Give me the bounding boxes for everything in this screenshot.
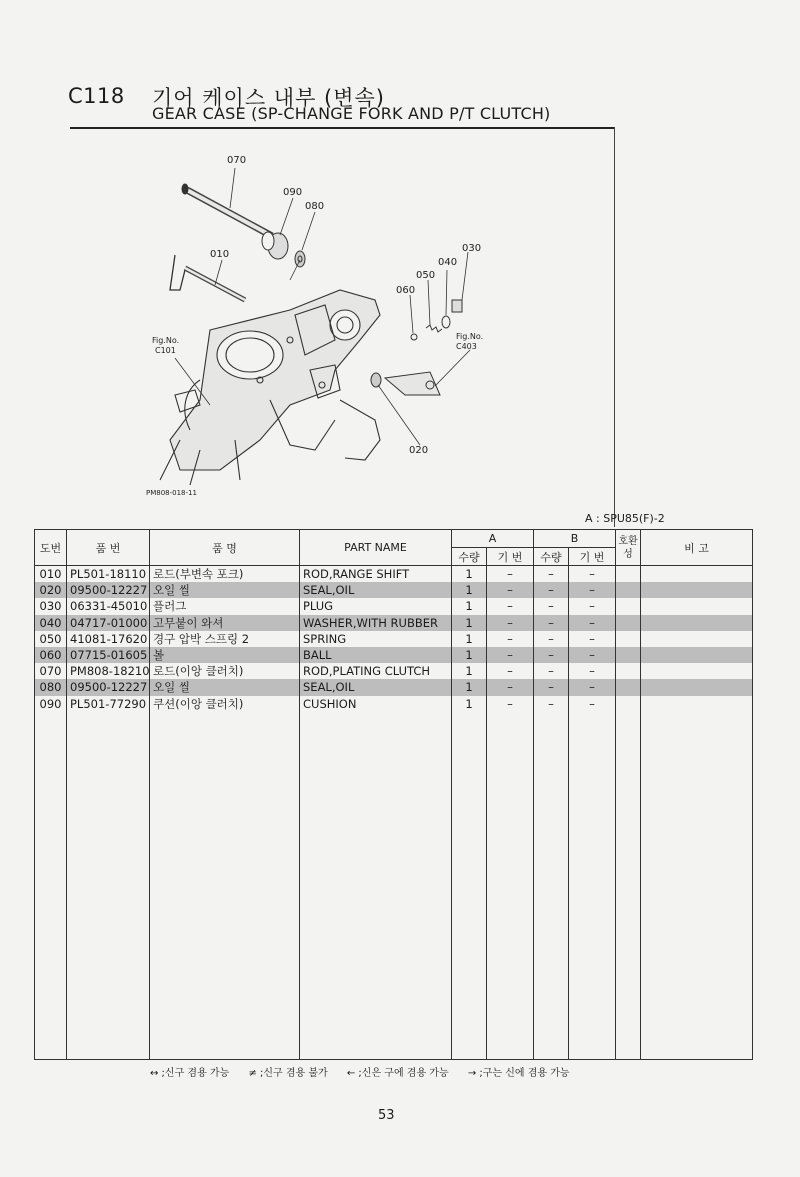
ref-c403-label: Fig.No. (456, 332, 484, 341)
page-title-korean: 기어 케이스 내부 (변속) (152, 86, 385, 110)
parts-table (34, 529, 753, 1060)
qty-a-cell: 1 (452, 696, 487, 712)
part-name-cell: ROD,PLATING CLUTCH (300, 663, 452, 679)
header-name-korean: 품 명 (150, 530, 300, 566)
ref-no-cell: 080 (35, 679, 67, 695)
base-a-cell: – (487, 566, 534, 583)
interchange-cell (616, 566, 641, 583)
qty-b-cell: – (534, 631, 569, 647)
header-qty-b: 수량 (534, 548, 569, 566)
name-korean-cell: 볼 (150, 647, 300, 663)
callout-080: 080 (305, 201, 325, 212)
header-base-b: 기 번 (569, 548, 616, 566)
gear-case-drawing (160, 290, 380, 485)
callout-030: 030 (462, 243, 482, 254)
base-b-cell: – (569, 582, 616, 598)
table-row (35, 663, 753, 679)
qty-b-cell: – (534, 615, 569, 631)
header-interchangeability: 호환성 (616, 530, 641, 566)
remarks-cell (641, 647, 753, 663)
ref-no-cell: 030 (35, 598, 67, 614)
part-name-cell: SEAL,OIL (300, 679, 452, 695)
ref-no-cell: 010 (35, 566, 67, 583)
legend-item: ↔ ;신구 겸용 가능 (150, 1068, 230, 1079)
base-b-cell: – (569, 696, 616, 712)
section-code: C118 (68, 84, 125, 108)
header-part-name: PART NAME (300, 530, 452, 566)
base-b-cell: – (569, 679, 616, 695)
base-a-cell: – (487, 663, 534, 679)
ref-no-cell: 070 (35, 663, 67, 679)
base-b-cell: – (569, 647, 616, 663)
interchange-cell (616, 696, 641, 712)
ref-no-cell: 020 (35, 582, 67, 598)
qty-b-cell: – (534, 566, 569, 583)
part-no-cell: PL501-18110 (67, 566, 150, 583)
part-name-cell: SPRING (300, 631, 452, 647)
name-korean-cell: 오일 씰 (150, 582, 300, 598)
interchange-cell (616, 679, 641, 695)
part-no-cell: 07715-01605 (67, 647, 150, 663)
header-remarks: 비 고 (641, 530, 753, 566)
rod-range-shift-drawing (170, 255, 245, 300)
header-ref-no: 도번 (35, 530, 67, 566)
part-name-cell: BALL (300, 647, 452, 663)
detent-parts-drawing (411, 300, 462, 340)
base-a-cell: – (487, 679, 534, 695)
table-row (35, 696, 753, 712)
remarks-cell (641, 631, 753, 647)
base-a-cell: – (487, 647, 534, 663)
callout-040: 040 (438, 257, 458, 268)
name-korean-cell: 오일 씰 (150, 679, 300, 695)
title-underline (70, 127, 615, 129)
callout-020: 020 (409, 445, 429, 456)
interchange-cell (616, 647, 641, 663)
parts-table-body (35, 566, 753, 1060)
header-part-no: 품 번 (67, 530, 150, 566)
base-b-cell: – (569, 631, 616, 647)
part-no-cell: 41081-17620 (67, 631, 150, 647)
base-b-cell: – (569, 566, 616, 583)
table-row (35, 679, 753, 695)
qty-a-cell: 1 (452, 647, 487, 663)
callout-060: 060 (396, 285, 416, 296)
ref-c101-label: Fig.No. (152, 336, 180, 345)
remarks-cell (641, 663, 753, 679)
qty-a-cell: 1 (452, 598, 487, 614)
seal-lever-drawing (371, 372, 440, 395)
qty-b-cell: – (534, 598, 569, 614)
header-group-a: A (452, 530, 534, 548)
exploded-parts-diagram (140, 140, 500, 510)
ref-no-cell: 050 (35, 631, 67, 647)
base-a-cell: – (487, 631, 534, 647)
remarks-cell (641, 598, 753, 614)
base-a-cell: – (487, 598, 534, 614)
remarks-cell (641, 582, 753, 598)
empty-rows-area (35, 712, 753, 1060)
legend-item: ← ;신은 구에 겸용 가능 (346, 1068, 449, 1079)
interchange-cell (616, 598, 641, 614)
callout-050: 050 (416, 270, 436, 281)
ref-c403-code: C403 (456, 342, 477, 351)
remarks-cell (641, 615, 753, 631)
header-base-a: 기 번 (487, 548, 534, 566)
callout-090: 090 (283, 187, 303, 198)
qty-b-cell: – (534, 679, 569, 695)
name-korean-cell: 로드(이앙 클러치) (150, 663, 300, 679)
ref-no-cell: 060 (35, 647, 67, 663)
page-divider (614, 127, 615, 527)
base-b-cell: – (569, 598, 616, 614)
name-korean-cell: 고무붙이 와셔 (150, 615, 300, 631)
part-no-cell: 09500-12227 (67, 582, 150, 598)
model-applicability-note: A : SPU85(F)-2 (585, 512, 665, 525)
header-group-b: B (534, 530, 616, 548)
part-no-cell: PL501-77290 (67, 696, 150, 712)
part-name-cell: CUSHION (300, 696, 452, 712)
drawing-number: PM808-018-11 (146, 489, 197, 497)
legend-item: → ;구는 신에 겸용 가능 (467, 1068, 570, 1079)
qty-b-cell: – (534, 696, 569, 712)
name-korean-cell: 플러그 (150, 598, 300, 614)
qty-a-cell: 1 (452, 566, 487, 583)
qty-a-cell: 1 (452, 582, 487, 598)
base-a-cell: – (487, 582, 534, 598)
page-number: 53 (378, 1108, 395, 1123)
interchange-cell (616, 663, 641, 679)
part-no-cell: PM808-18210 (67, 663, 150, 679)
cushion-seal-drawing (262, 232, 305, 267)
table-row (35, 582, 753, 598)
base-b-cell: – (569, 663, 616, 679)
qty-a-cell: 1 (452, 663, 487, 679)
page-title-english: GEAR CASE (SP-CHANGE FORK AND P/T CLUTCH) (152, 104, 551, 123)
table-row (35, 598, 753, 614)
qty-a-cell: 1 (452, 679, 487, 695)
part-no-cell: 06331-45010 (67, 598, 150, 614)
part-name-cell: PLUG (300, 598, 452, 614)
header-qty-a: 수량 (452, 548, 487, 566)
part-name-cell: SEAL,OIL (300, 582, 452, 598)
name-korean-cell: 경구 압박 스프링 2 (150, 631, 300, 647)
part-name-cell: WASHER,WITH RUBBER (300, 615, 452, 631)
callout-070: 070 (227, 155, 247, 166)
remarks-cell (641, 566, 753, 583)
interchange-cell (616, 582, 641, 598)
table-row (35, 615, 753, 631)
table-row (35, 647, 753, 663)
qty-b-cell: – (534, 647, 569, 663)
ref-no-cell: 090 (35, 696, 67, 712)
table-row (35, 566, 753, 583)
table-row (35, 631, 753, 647)
compatibility-legend (150, 1064, 670, 1079)
base-a-cell: – (487, 696, 534, 712)
callout-010: 010 (210, 249, 230, 260)
base-b-cell: – (569, 615, 616, 631)
ref-c101-code: C101 (155, 346, 176, 355)
part-no-cell: 04717-01000 (67, 615, 150, 631)
qty-a-cell: 1 (452, 631, 487, 647)
name-korean-cell: 쿠션(이앙 클러치) (150, 696, 300, 712)
base-a-cell: – (487, 615, 534, 631)
rod-plating-clutch-drawing (182, 184, 272, 236)
part-name-cell: ROD,RANGE SHIFT (300, 566, 452, 583)
remarks-cell (641, 696, 753, 712)
qty-b-cell: – (534, 582, 569, 598)
interchange-cell (616, 631, 641, 647)
qty-b-cell: – (534, 663, 569, 679)
part-no-cell: 09500-12227 (67, 679, 150, 695)
qty-a-cell: 1 (452, 615, 487, 631)
interchange-cell (616, 615, 641, 631)
remarks-cell (641, 679, 753, 695)
name-korean-cell: 로드(부변속 포크) (150, 566, 300, 583)
ref-no-cell: 040 (35, 615, 67, 631)
legend-item: ≠ ;신구 겸용 불가 (248, 1068, 328, 1079)
